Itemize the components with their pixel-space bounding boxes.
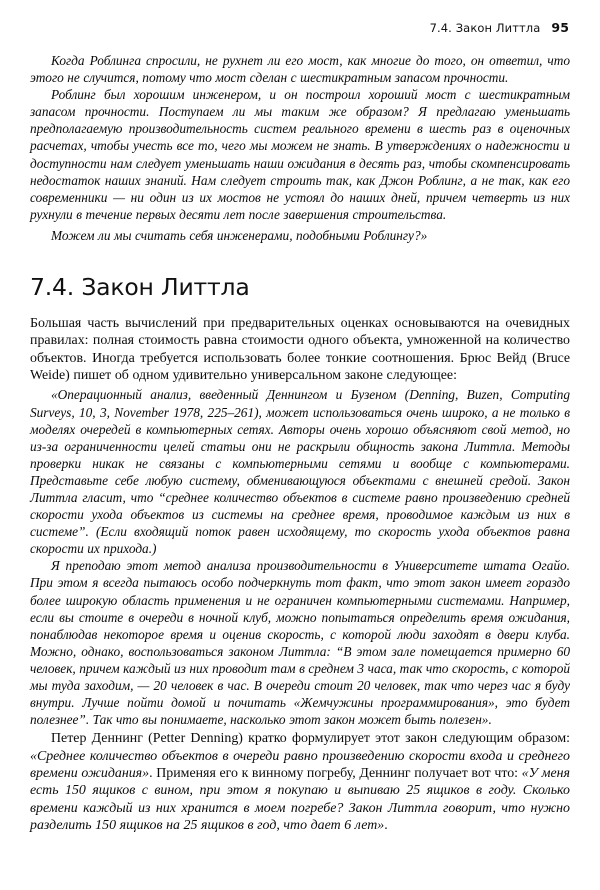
epigraph-block xyxy=(30,52,570,244)
section-heading: 7.4. Закон Литтла xyxy=(30,273,250,302)
denning-paragraph xyxy=(30,730,570,834)
text-column xyxy=(30,52,570,834)
running-head xyxy=(430,20,569,35)
epigraph-paragraph-3: Можем ли мы считать себя инженерами, подобными Роблингу?» xyxy=(51,227,428,243)
epigraph-paragraph-1: Когда Роблинга спросили, не рухнет ли его мост, как многие до того, он ответил, что этого не случится, потому что мост сделан с шестикратным запасом прочности. xyxy=(30,53,570,86)
epigraph-paragraph-2: Роблинг был хорошим инженером, и он построил хороший мост с шестикратным запасом прочности. Поступаем ли мы таким же образом? Я предлагаю уменьшать предполагаемую производительность систем реального времени в шесть раз в оценочных расчетах, чтобы учесть все то, чего мы можем не знать. В утверждениях о надежности и доступности нам следует уменьшать наши ожидания в десять раз, чтобы скомпенсировать недостаток наших знаний. Нам следует строить так, как Джон Роблинг, а не так, как его современники — ни один из их мостов не устоял до наших дней, причем четверть из них рухнули в течение первых десяти лет после завершения строительства. xyxy=(30,87,570,222)
weide-quote-paragraph-1: «Операционный анализ, введенный Деннингом и Бузеном (Denning, Buzen, Computing Surveys, 10, 3, November 1978, 225–261), может использоваться очень широко, а не только в моделях очередей в компьютерных сетях. Авторы очень хорошо объясняют свой метод, но из-за ограниченности целей статьи они не раскрыли общность закона Литтла. Методы проверки никак не связаны с компьютерными сетями и вообще с компьютерами. Представьте себе любую систему, обменивающуюся объектами с внешней средой. Закон Литтла гласит, что “среднее количество объектов в системе равно произведению средней скорости ухода объектов из системы на среднее время, проводимое каждым из них в системе”. (Если входящий поток равен исходящему, то скорость ухода объектов равна скорости их прихода.) xyxy=(30,387,570,557)
page-number: 95 xyxy=(551,20,569,35)
denning-middle: . Применяя его к винному погребу, Деннинг получает вот что: xyxy=(149,765,522,781)
weide-quote-block xyxy=(30,386,570,728)
section-intro-paragraph: Большая часть вычислений при предварительных оценках основываются на очевидных правилах: полная стоимость равна стоимости одного объекта, умноженной на количество объектов. Иногда требуется использовать более тонкие соотношения. Брюс Вейд (Bruce Weide) пишет об одном удивительно универсальном законе следующее: xyxy=(30,316,570,384)
denning-formulation: «Среднее количество объектов в очереди равно произведению скорости входа и среднего времени ожидания» xyxy=(30,748,570,781)
running-head-title: 7.4. Закон Литтла xyxy=(429,21,541,35)
denning-wine-quote: «У меня есть 150 ящиков с вином, при этом я покупаю и выпиваю 25 ящиков в году. Сколько времени каждый из них хранится в моем погребе? Закон Литтла говорит, что нужно разделить 150 ящиков на 25 ящиков в год, что дает 6 лет» xyxy=(30,765,570,833)
denning-lead-in: Петер Деннинг (Petter Denning) кратко формулирует этот закон следующим образом: xyxy=(51,731,570,747)
denning-end: . xyxy=(384,818,388,833)
weide-quote-paragraph-2: Я преподаю этот метод анализа производительности в Университете штата Огайо. При этом я всегда пытаюсь особо подчеркнуть тот факт, что этот закон имеет гораздо более широкую область применения и не ограничен компьютерными системами. Например, если вы стоите в очереди в ночной клуб, можно попытаться определить время ожидания, понаблюдав некоторое время и оценив скорость, с которой люди заходят в двери клуба. Можно, однако, воспользоваться законом Литтла: “В этом зале помещается примерно 60 человек, причем каждый из них проводит там в среднем 3 часа, так что скорость, с которой мы туда заходим, — 20 человек в час. В очереди стоит 20 человек, так что через час я буду внутри. Лучше пойти домой и почитать «Жемчужины программирования», это будет полезнее”. Так что вы понимаете, насколько этот закон может быть полезен». xyxy=(30,558,570,728)
